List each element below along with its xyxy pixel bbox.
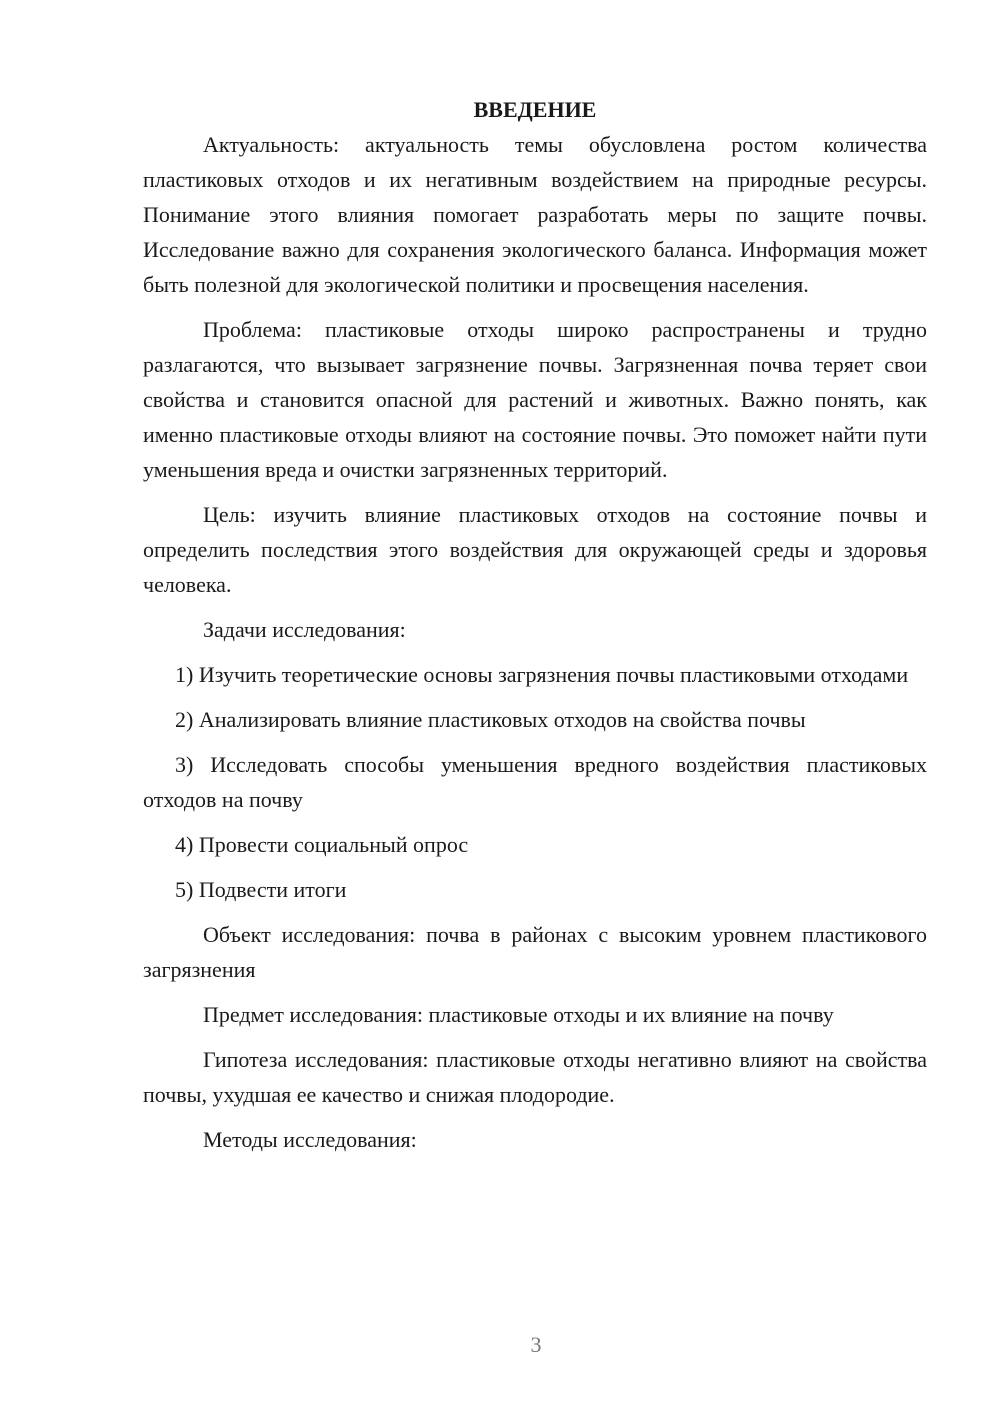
object-paragraph: Объект исследования: почва в районах с высоким уровнем пластикового загрязнения — [143, 922, 927, 982]
subject-paragraph: Предмет исследования: пластиковые отходы и их влияние на почву — [203, 1002, 834, 1027]
page-number: 3 — [530, 1332, 542, 1357]
task-item-1: 1) Изучить теоретические основы загрязнения почвы пластиковыми отходами — [175, 662, 909, 687]
task-item-3: 3) Исследовать способы уменьшения вредного воздействия пластиковых отходов на почву — [143, 752, 927, 812]
section-heading: ВВЕДЕНИЕ — [473, 97, 597, 122]
task-item-2: 2) Анализировать влияние пластиковых отходов на свойства почвы — [175, 707, 806, 732]
task-item-5: 5) Подвести итоги — [175, 877, 347, 902]
methods-title: Методы исследования: — [203, 1127, 417, 1152]
problem-paragraph: Проблема: пластиковые отходы широко распространены и трудно разлагаются, что вызывает загрязнение почвы. Загрязненная почва теряет свои свойства и становится опасной для растений и животных. Важно понять, как именно пластиковые отходы влияют на состояние почвы. Это поможет найти пути уменьшения вреда и очистки загрязненных территорий. — [143, 317, 927, 482]
document-page — [143, 92, 927, 1157]
task-item-4: 4) Провести социальный опрос — [175, 832, 469, 857]
relevance-paragraph: Актуальность: актуальность темы обусловлена ростом количества пластиковых отходов и их негативным воздействием на природные ресурсы. Понимание этого влияния помогает разработать меры по защите почвы. Исследование важно для сохранения экологического баланса. Информация может быть полезной для экологической политики и просвещения населения. — [143, 132, 927, 297]
hypothesis-paragraph: Гипотеза исследования: пластиковые отходы негативно влияют на свойства почвы, ухудшая ее качество и снижая плодородие. — [143, 1047, 927, 1107]
tasks-title: Задачи исследования: — [203, 617, 406, 642]
goal-paragraph: Цель: изучить влияние пластиковых отходов на состояние почвы и определить последствия этого воздействия для окружающей среды и здоровья человека. — [143, 502, 927, 597]
